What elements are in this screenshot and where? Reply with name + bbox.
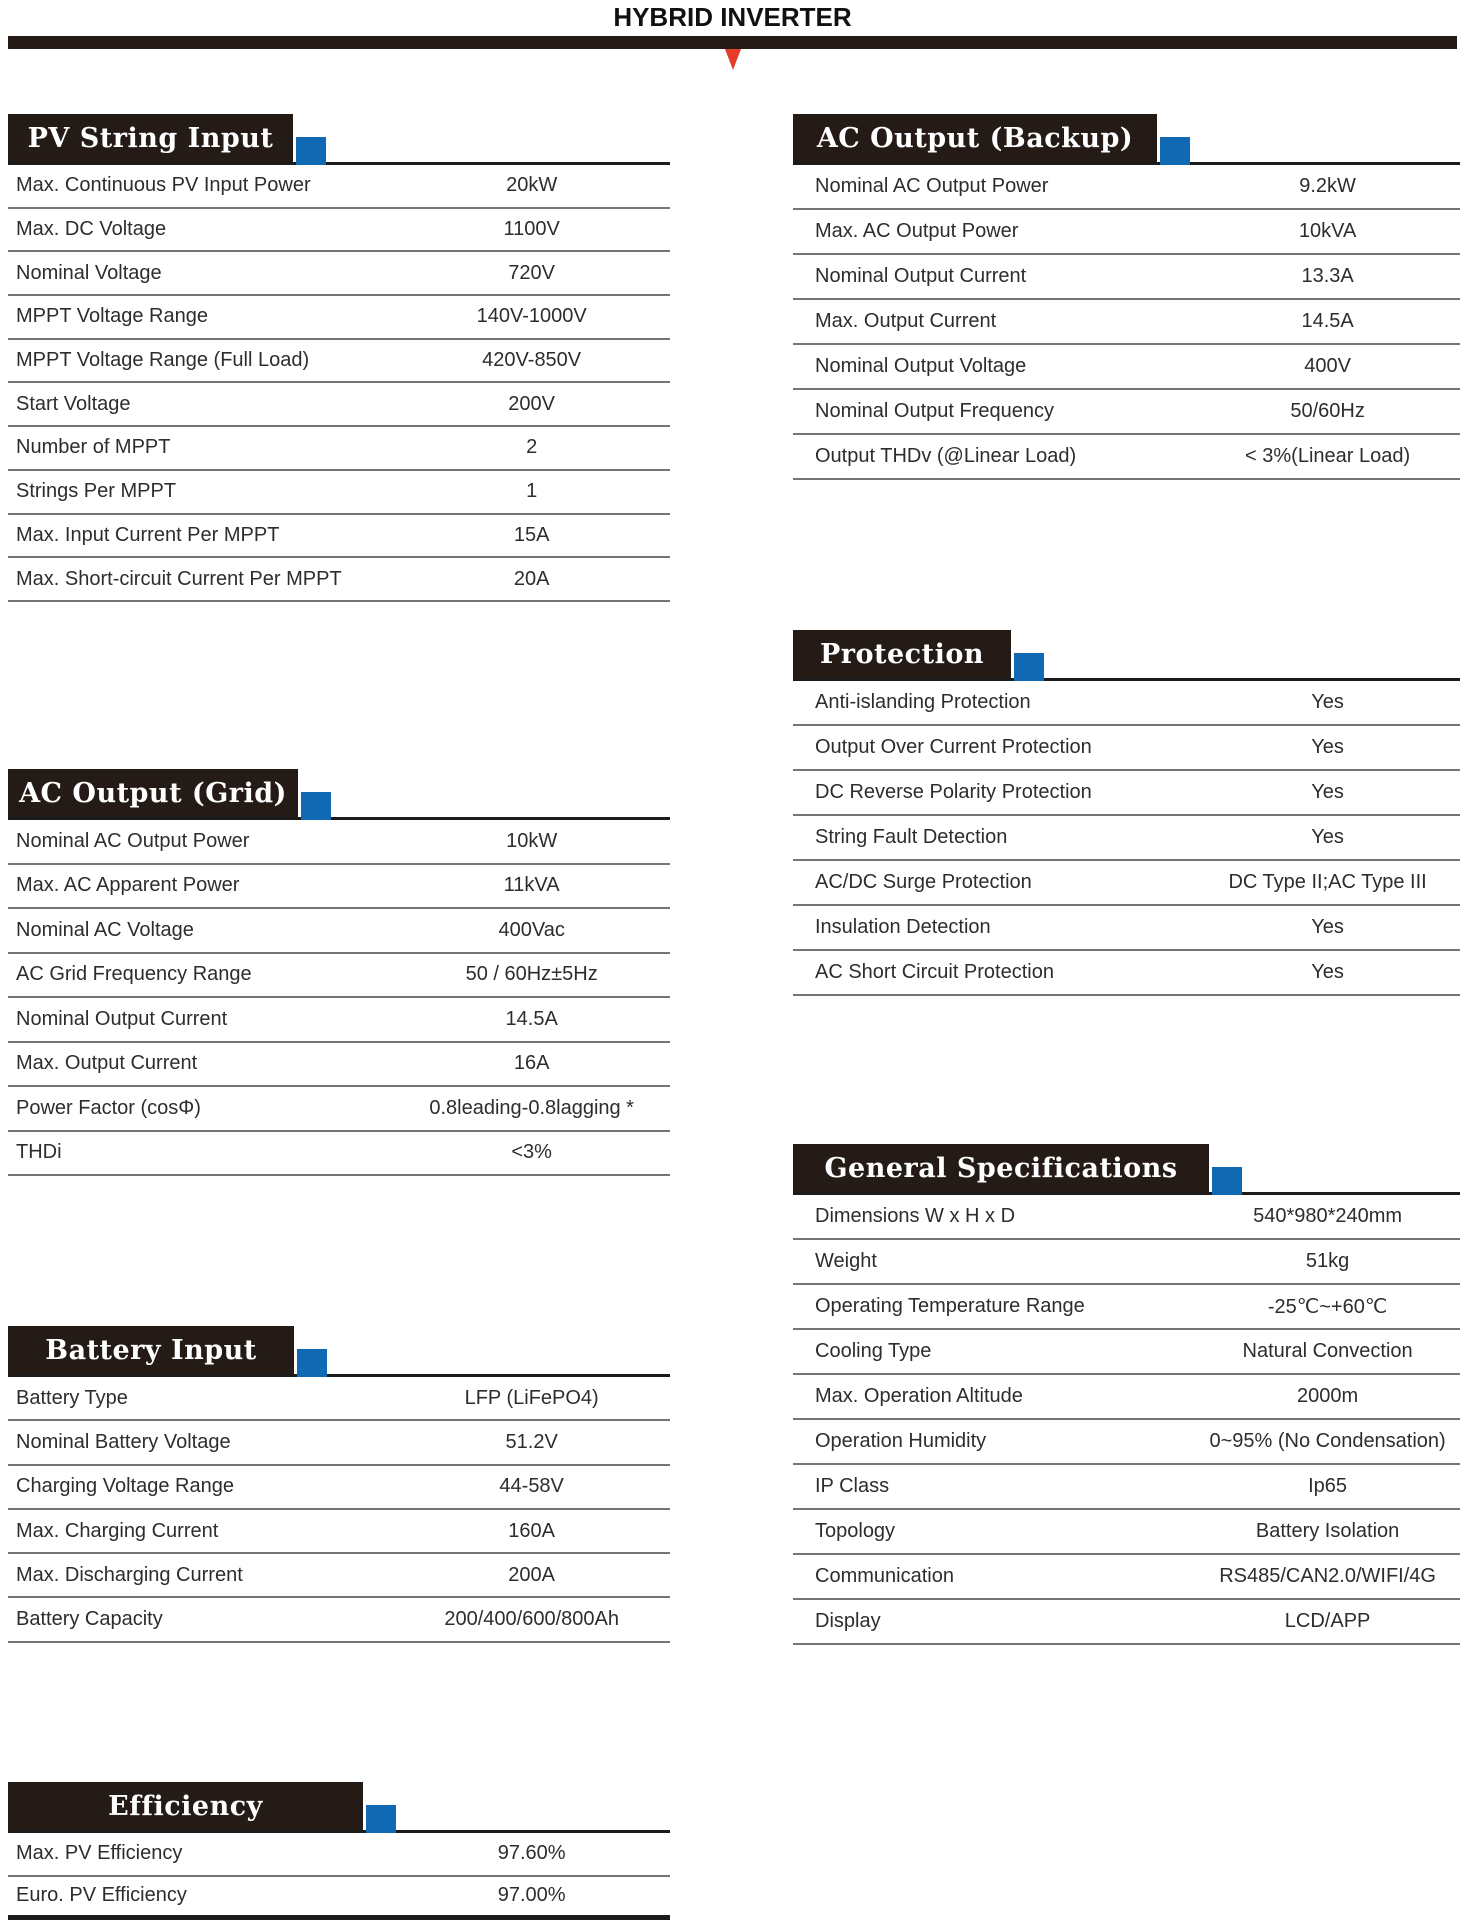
section-ac-output-grid xyxy=(8,769,670,1176)
row-label: Nominal Output Frequency xyxy=(815,400,1055,422)
spec-row xyxy=(8,1833,670,1877)
row-value: <3% xyxy=(511,1141,552,1164)
row-label: AC Grid Frequency Range xyxy=(16,963,252,986)
row-value: Battery Isolation xyxy=(1255,1520,1400,1542)
spec-row xyxy=(793,210,1460,255)
row-value: 97.60% xyxy=(497,1842,566,1865)
row-value: 20A xyxy=(513,567,550,590)
spec-row xyxy=(793,255,1460,300)
spec-row xyxy=(793,1555,1460,1600)
section-title: Protection xyxy=(793,630,1011,678)
row-value: 15A xyxy=(513,523,550,546)
spec-row xyxy=(793,771,1460,816)
spec-row xyxy=(793,1465,1460,1510)
section-title: AC Output (Backup) xyxy=(793,114,1157,162)
row-label: Nominal Output Current xyxy=(815,265,1027,287)
row-label: Battery Capacity xyxy=(16,1608,163,1631)
row-label: String Fault Detection xyxy=(815,826,1008,848)
spec-row xyxy=(793,1420,1460,1465)
row-value: 10kW xyxy=(506,829,558,852)
row-value: 1 xyxy=(526,480,538,503)
blue-accent-square xyxy=(1160,137,1190,165)
row-label: Max. DC Voltage xyxy=(16,218,167,241)
spec-row xyxy=(8,383,670,427)
blue-accent-square xyxy=(1014,653,1044,681)
spec-row xyxy=(8,1598,670,1642)
row-value: 44-58V xyxy=(499,1475,564,1498)
section-title: General Specifications xyxy=(793,1144,1209,1192)
row-value: 51.2V xyxy=(505,1430,558,1453)
section-header xyxy=(8,1782,670,1833)
row-value: 420V-850V xyxy=(482,349,582,372)
row-label: AC Short Circuit Protection xyxy=(815,961,1054,983)
row-label: Charging Voltage Range xyxy=(16,1475,234,1498)
row-label: Nominal Output Voltage xyxy=(815,355,1027,377)
row-label: Start Voltage xyxy=(16,392,131,415)
spec-row xyxy=(8,471,670,515)
spec-row xyxy=(793,816,1460,861)
row-value: 14.5A xyxy=(505,1007,558,1030)
row-label: Anti-islanding Protection xyxy=(815,691,1031,713)
red-arrow-marker xyxy=(725,49,741,70)
spec-row xyxy=(8,865,670,910)
row-value: 540*980*240mm xyxy=(1253,1205,1403,1227)
blue-accent-square xyxy=(297,1349,327,1377)
section-ac-output-backup xyxy=(793,114,1460,480)
row-value: 2000m xyxy=(1297,1385,1359,1407)
row-label: Operating Temperature Range xyxy=(815,1295,1085,1317)
spec-row xyxy=(8,1043,670,1088)
row-label: Output Over Current Protection xyxy=(815,736,1092,758)
spec-row xyxy=(8,1377,670,1421)
row-value: Yes xyxy=(1311,916,1344,938)
spec-row xyxy=(8,1554,670,1598)
row-value: 0.8leading-0.8lagging * xyxy=(429,1096,634,1119)
row-value: 50 / 60Hz±5Hz xyxy=(465,963,598,986)
row-value: 160A xyxy=(508,1519,556,1542)
row-label: AC/DC Surge Protection xyxy=(815,871,1032,893)
row-value: LFP (LiFePO4) xyxy=(464,1386,599,1409)
row-label: Insulation Detection xyxy=(815,916,991,938)
row-label: Max. Output Current xyxy=(815,310,997,332)
row-label: Power Factor (cosΦ) xyxy=(16,1096,201,1119)
row-value: LCD/APP xyxy=(1284,1610,1371,1632)
spec-row xyxy=(793,165,1460,210)
row-label: Max. Output Current xyxy=(16,1052,198,1075)
row-label: Strings Per MPPT xyxy=(16,480,177,503)
row-label: Display xyxy=(815,1610,881,1632)
blue-accent-square xyxy=(296,137,326,165)
section-header xyxy=(793,1144,1460,1195)
spec-row xyxy=(793,1510,1460,1555)
row-label: MPPT Voltage Range (Full Load) xyxy=(16,349,310,372)
row-label: Max. AC Apparent Power xyxy=(16,874,240,897)
spec-row xyxy=(793,1195,1460,1240)
row-label: Max. Charging Current xyxy=(16,1519,219,1542)
spec-row xyxy=(793,435,1460,480)
row-value: 11kVA xyxy=(503,874,560,897)
spec-row xyxy=(793,390,1460,435)
row-value: 200V xyxy=(508,392,556,415)
row-label: Topology xyxy=(815,1520,896,1542)
spec-row xyxy=(8,1466,670,1510)
row-value: Yes xyxy=(1311,781,1344,803)
row-label: Nominal AC Output Power xyxy=(815,175,1049,197)
spec-row xyxy=(8,1087,670,1132)
row-value: 720V xyxy=(508,261,556,284)
row-label: Communication xyxy=(815,1565,954,1587)
spec-row xyxy=(8,1421,670,1465)
row-label: Nominal Battery Voltage xyxy=(16,1430,231,1453)
row-label: Dimensions W x H x D xyxy=(815,1205,1016,1227)
spec-row xyxy=(793,681,1460,726)
row-label: THDi xyxy=(16,1141,62,1164)
section-title: Efficiency xyxy=(8,1782,363,1830)
spec-row xyxy=(8,909,670,954)
spec-row xyxy=(8,998,670,1043)
section-battery-input xyxy=(8,1326,670,1643)
spec-row xyxy=(8,954,670,999)
spec-row xyxy=(8,296,670,340)
section-header xyxy=(793,630,1460,681)
row-value: -25℃~+60℃ xyxy=(1267,1296,1388,1318)
section-header xyxy=(8,769,670,820)
spec-row xyxy=(793,1330,1460,1375)
row-value: 200/400/600/800Ah xyxy=(444,1608,619,1631)
row-value: 9.2kW xyxy=(1299,175,1356,197)
blue-accent-square xyxy=(1212,1167,1242,1195)
blue-accent-square xyxy=(366,1805,396,1833)
row-label: Nominal AC Output Power xyxy=(16,829,250,852)
row-label: Weight xyxy=(815,1250,877,1272)
row-label: MPPT Voltage Range xyxy=(16,305,208,328)
row-value: 16A xyxy=(513,1052,550,1075)
spec-row xyxy=(793,1375,1460,1420)
row-label: Output THDv (@Linear Load) xyxy=(815,445,1077,467)
row-label: Operation Humidity xyxy=(815,1430,987,1452)
row-value: 200A xyxy=(508,1563,556,1586)
row-value: Yes xyxy=(1311,691,1344,713)
spec-row xyxy=(8,820,670,865)
spec-row xyxy=(8,340,670,384)
section-title: AC Output (Grid) xyxy=(8,769,298,817)
row-label: Max. Continuous PV Input Power xyxy=(16,174,311,197)
spec-row xyxy=(793,1285,1460,1330)
spec-row xyxy=(8,1132,670,1177)
blue-accent-square xyxy=(301,792,331,820)
row-value: DC Type II;AC Type III xyxy=(1228,871,1427,893)
row-value: < 3%(Linear Load) xyxy=(1245,445,1411,467)
row-value: Yes xyxy=(1311,961,1344,983)
section-header xyxy=(8,114,670,165)
row-label: Max. PV Efficiency xyxy=(16,1842,183,1865)
row-value: 140V-1000V xyxy=(476,305,587,328)
spec-row xyxy=(8,209,670,253)
row-value: RS485/CAN2.0/WIFI/4G xyxy=(1219,1565,1436,1587)
spec-row xyxy=(793,300,1460,345)
row-label: Max. AC Output Power xyxy=(815,220,1019,242)
section-title: PV String Input xyxy=(8,114,293,162)
row-value: 51kg xyxy=(1305,1250,1350,1272)
section-protection xyxy=(793,630,1460,996)
spec-row xyxy=(793,906,1460,951)
spec-row xyxy=(8,558,670,602)
page-title: HYBRID INVERTER xyxy=(613,2,852,32)
row-label: Max. Discharging Current xyxy=(16,1563,243,1586)
row-value: Natural Convection xyxy=(1242,1340,1413,1362)
row-label: Max. Input Current Per MPPT xyxy=(16,523,280,546)
spec-row xyxy=(793,726,1460,771)
section-efficiency xyxy=(8,1782,670,1920)
section-header xyxy=(793,114,1460,165)
spec-row xyxy=(793,861,1460,906)
row-value: 2 xyxy=(526,436,538,459)
row-value: 400V xyxy=(1304,355,1351,377)
row-label: Cooling Type xyxy=(815,1340,932,1362)
spec-row xyxy=(793,951,1460,996)
row-label: Nominal Output Current xyxy=(16,1007,228,1030)
row-value: 10kVA xyxy=(1298,220,1357,242)
row-value: 13.3A xyxy=(1301,265,1354,287)
row-label: DC Reverse Polarity Protection xyxy=(815,781,1092,803)
spec-row xyxy=(8,427,670,471)
row-value: Yes xyxy=(1311,826,1344,848)
spec-row xyxy=(793,345,1460,390)
spec-row xyxy=(793,1600,1460,1645)
row-value: Ip65 xyxy=(1308,1475,1348,1497)
section-pv-string-input xyxy=(8,114,670,602)
row-value: Yes xyxy=(1311,736,1344,758)
row-label: Euro. PV Efficiency xyxy=(16,1884,187,1907)
spec-row xyxy=(8,1877,670,1920)
section-header xyxy=(8,1326,670,1377)
row-label: Nominal AC Voltage xyxy=(16,918,194,941)
title-divider-bar xyxy=(8,36,1457,49)
row-value: 97.00% xyxy=(497,1884,566,1907)
row-label: IP Class xyxy=(815,1475,890,1497)
spec-row xyxy=(8,165,670,209)
row-value: 14.5A xyxy=(1301,310,1354,332)
row-label: Battery Type xyxy=(16,1386,128,1409)
spec-row xyxy=(8,252,670,296)
row-value: 50/60Hz xyxy=(1290,400,1365,422)
row-label: Max. Short-circuit Current Per MPPT xyxy=(16,567,342,590)
row-label: Max. Operation Altitude xyxy=(815,1385,1023,1407)
row-label: Nominal Voltage xyxy=(16,261,162,284)
row-value: 0~95% (No Condensation) xyxy=(1209,1430,1446,1452)
row-label: Number of MPPT xyxy=(16,436,171,459)
row-value: 1100V xyxy=(503,218,560,241)
spec-row xyxy=(8,1510,670,1554)
row-value: 400Vac xyxy=(498,918,565,941)
spec-row xyxy=(793,1240,1460,1285)
spec-row xyxy=(8,515,670,559)
section-general-specifications xyxy=(793,1144,1460,1645)
section-title: Battery Input xyxy=(8,1326,294,1374)
row-value: 20kW xyxy=(506,174,558,197)
